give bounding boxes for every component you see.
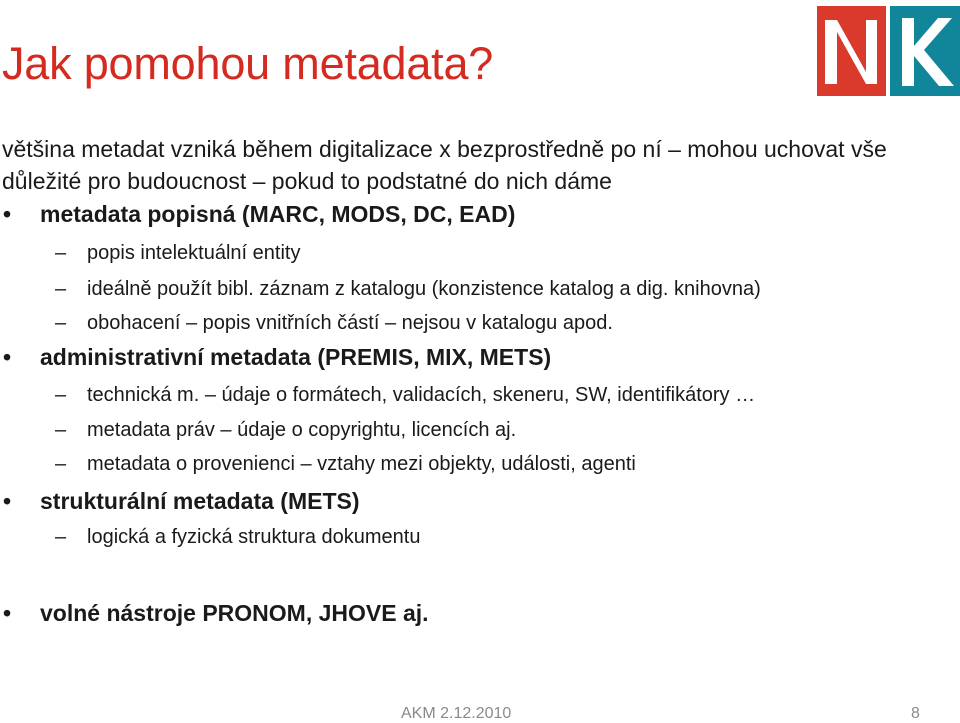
dash-marker: – — [55, 278, 67, 300]
bullet-marker: • — [3, 344, 12, 370]
bullet-marker: • — [3, 488, 12, 514]
bullet-structural-metadata — [0, 488, 360, 515]
bullet-marker: • — [3, 600, 12, 626]
subitem-text: popis intelektuální entity — [87, 242, 301, 264]
subitem-catalog-record — [55, 278, 761, 301]
page-number: 8 — [911, 705, 920, 722]
bullet-descriptive-metadata — [0, 201, 515, 228]
logo-n-block — [817, 6, 886, 96]
bullet-text: metadata popisná (MARC, MODS, DC, EAD) — [40, 201, 516, 227]
intro-paragraph: většina metadat vzniká během digitalizace x bezprostředně po ní – mohou uchovat vše důležité pro budoucnost – pokud to podstatné do nich dáme — [2, 136, 887, 194]
dash-marker: – — [55, 384, 67, 406]
dash-marker: – — [55, 312, 67, 334]
dash-marker: – — [55, 526, 67, 548]
subitem-document-structure — [55, 526, 421, 549]
subitem-text: logická a fyzická struktura dokumentu — [87, 526, 421, 548]
logo-n-glyph — [817, 6, 886, 96]
footer-date: AKM 2.12.2010 — [401, 705, 512, 722]
bullet-free-tools — [0, 600, 429, 627]
subitem-text: obohacení – popis vnitřních částí – nejsou v katalogu apod. — [87, 312, 613, 334]
subitem-enrichment — [55, 312, 613, 335]
slide-title: Jak pomohou metadata? — [2, 38, 494, 89]
bullet-text: volné nástroje PRONOM, JHOVE aj. — [40, 600, 429, 626]
subitem-rights-metadata — [55, 419, 516, 442]
bullet-administrative-metadata — [0, 344, 551, 371]
subitem-text: metadata o provenienci – vztahy mezi objekty, události, agenti — [87, 453, 636, 475]
subitem-provenance-metadata — [55, 453, 636, 476]
dash-marker: – — [55, 242, 67, 264]
subitem-text: technická m. – údaje o formátech, validacích, skeneru, SW, identifikátory … — [87, 384, 756, 406]
subitem-text: ideálně použít bibl. záznam z katalogu (konzistence katalog a dig. knihovna) — [87, 278, 761, 300]
subitem-technical-metadata — [55, 384, 755, 407]
subitem-intellectual-entity — [55, 242, 300, 265]
nk-logo — [817, 6, 960, 96]
bullet-text: administrativní metadata (PREMIS, MIX, METS) — [40, 344, 552, 370]
bullet-marker: • — [3, 201, 12, 227]
subitem-text: metadata práv – údaje o copyrightu, licencích aj. — [87, 419, 517, 441]
logo-k-block — [890, 6, 960, 96]
logo-k-glyph — [890, 6, 960, 96]
bullet-text: strukturální metadata (METS) — [40, 488, 360, 514]
dash-marker: – — [55, 453, 67, 475]
dash-marker: – — [55, 419, 67, 441]
